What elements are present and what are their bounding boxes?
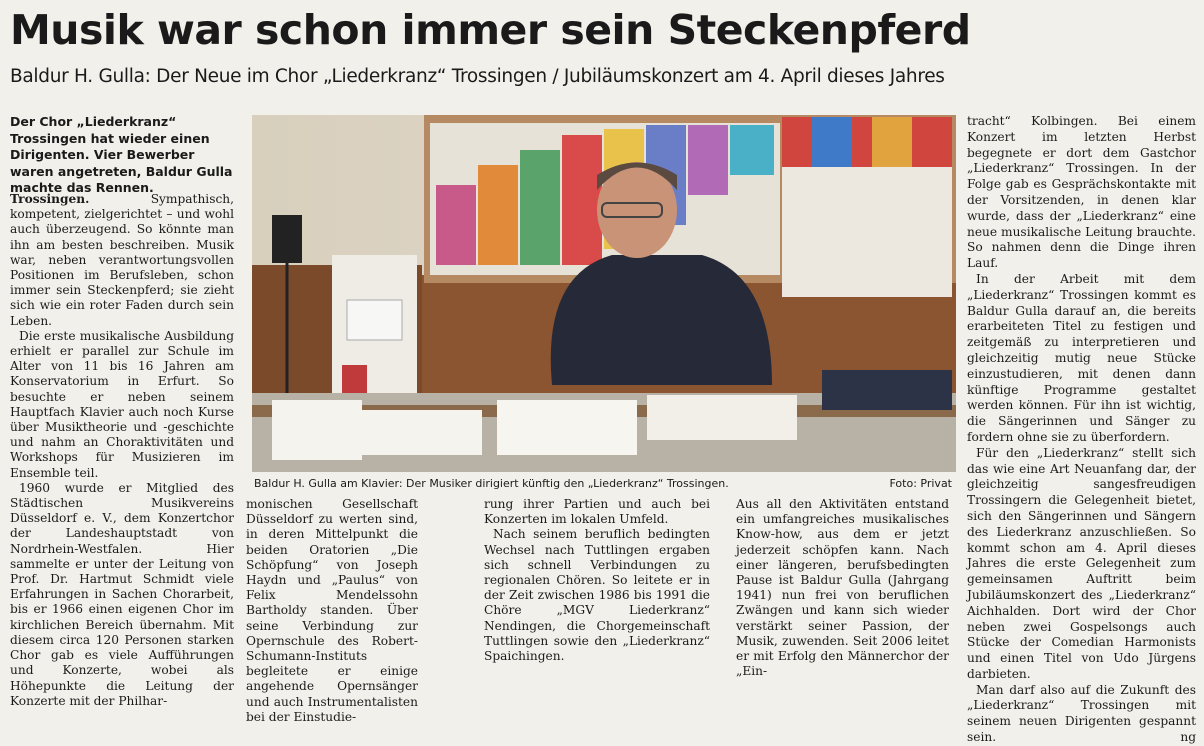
col4-paragraph-1: Aus all den Aktivitäten entstand ein umfangreiches musikalisches Know-how, aus dem er jetzt jederzeit schöpfen kann. Nach einer längeren, berufsbedingten Pause ist Baldur Gulla (Jahrgang 1941) nun frei von beruflichen Zwängen und kann sich wieder verstärkt seiner Passion, der Musik, zuwenden. Seit 2006 leitet er mit Erfolg den Männerchor der „Ein- [736,497,949,679]
lead-paragraph: Der Chor „Liederkranz“ Trossingen hat wieder einen Dirigenten. Vier Bewerber waren angetreten, Baldur Gulla machte das Rennen. [10,114,233,195]
caption-text: Baldur H. Gulla am Klavier: Der Musiker dirigiert künftig den „Liederkranz“ Trossingen. [254,477,729,490]
column-5 [967,114,1196,745]
col5-paragraph-3: Für den „Liederkranz“ stellt sich das wie eine Art Neuanfang dar, der gleichzeitig sangesfreudigen Trossingern die Gelegenheit bietet, sich den Sängerinnen und Sängern des Liederkranz anzuschließen. So kommt schon am 4. April dieses Jahres die erste Gelegenheit zum gemeinsamen Auftritt beim Jubiläumskonzert des „Liederkranz“ Aichhalden. Dort wird der Chor neben zwei Gospelsongs auch Stücke der Comedian Harmonists und einen Titel von Udo Jürgens darbieten. [967,445,1196,681]
dateline: Trossingen. [10,192,90,206]
col5-paragraph-4 [967,683,1196,746]
col1-paragraph-1-text: Sympathisch, kompetent, zielgerichtet – und wohl auch überzeugend. So könnte man ihn am besten beschreiben. Musik war, neben verantwortungsvollen Positionen im Berufsleben, schon immer sein Steckenpferd; sie zieht sich wie ein roter Faden durch sein Leben. [10,192,234,328]
photo-caption [252,477,956,493]
column-3 [484,497,710,664]
photo-credit: Foto: Privat [889,477,952,490]
subheadline: Baldur H. Gulla: Der Neue im Chor „Liederkranz“ Trossingen / Jubiläumskonzert am 4. April dieses Jahres [10,66,945,87]
column-2 [246,497,418,724]
col5-paragraph-4-text: Man darf also auf die Zukunft des „Liederkranz“ Trossingen mit seinem neuen Dirigenten gespannt sein. [967,682,1196,745]
col1-paragraph-2: Die erste musikalische Ausbildung erhielt er parallel zur Schule im Alter von 11 bis 16 Jahren am Konservatorium in Erfurt. So besuchte er neben seinem Hauptfach Klavier auch noch Kurse über Musiktheorie und -geschichte und nahm an Choraktivitäten und Workshops für Musizieren im Ensemble teil. [10,328,234,480]
speaker [272,215,302,263]
col5-paragraph-1: tracht“ Kolbingen. Bei einem Konzert im letzten Herbst begegnete er dort dem Gastchor „Liederkranz“ Trossingen. In der Folge gab es Gesprächskontakte mit der Vorsitzenden, in denen klar wurde, dass der „Liederkranz“ eine neue musikalische Leitung brauchte. So nahmen denn die Dinge ihren Lauf. [967,114,1196,271]
headline: Musik war schon immer sein Steckenpferd [10,6,971,54]
col1-paragraph-1 [10,192,234,329]
column-4 [736,497,949,679]
col2-paragraph-1: monischen Gesellschaft Düsseldorf zu werten sind, in deren Mittelpunkt die beiden Oratorien „Die Schöpfung“ von Joseph Haydn und „Paulus“ von Felix Mendelssohn Bartholdy standen. Über seine Verbindung zur Opernschule des Robert-Schumann-Instituts begleitete er einige angehende Opernsänger und auch Instrumentalisten bei der Einstudie- [246,497,418,724]
col5-paragraph-2: In der Arbeit mit dem „Liederkranz“ Trossingen kommt es Baldur Gulla darauf an, die bereits erarbeiteten Titel zu festigen und zeitgemäß zu interpretieren und gleichzeitig mutig neue Stücke einzustudieren, mit denen dann künftige Programme gestaltet werden können. Für ihn ist wichtig, die Sängerinnen und Sänger zu fordern ohne sie zu überfordern. [967,271,1196,444]
author-signature: ng [1180,730,1196,745]
photo [252,115,956,472]
col3-paragraph-2: Nach seinem beruflich bedingten Wechsel nach Tuttlingen ergaben sich schnell Verbindungen zu regionalen Chören. So leitete er in der Zeit zwischen 1986 bis 1991 die Chöre „MGV Liederkranz“ Nendingen, die Chorgemeinschaft Tuttlingen sowie den „Liederkranz“ Spaichingen. [484,527,710,664]
col3-paragraph-1: rung ihrer Partien und auch bei Konzerten im lokalen Umfeld. [484,497,710,527]
column-1 [10,192,234,708]
photo-illustration [252,115,956,472]
col1-paragraph-3: 1960 wurde er Mitglied des Städtischen Musikvereins Düsseldorf e. V., dem Konzertchor der Landeshauptstadt von Nordrhein-Westfalen. Hier sammelte er unter der Leitung von Prof. Dr. Hartmut Schmidt viele Erfahrungen in Sachen Chorarbeit, bis er 1966 einen eigenen Chor im kirchlichen Bereich übernahm. Mit diesem circa 120 Personen starken Chor gab es viele Aufführungen und Konzerte, wobei als Höhepunkte die Leitung der Konzerte mit der Philhar- [10,480,234,708]
